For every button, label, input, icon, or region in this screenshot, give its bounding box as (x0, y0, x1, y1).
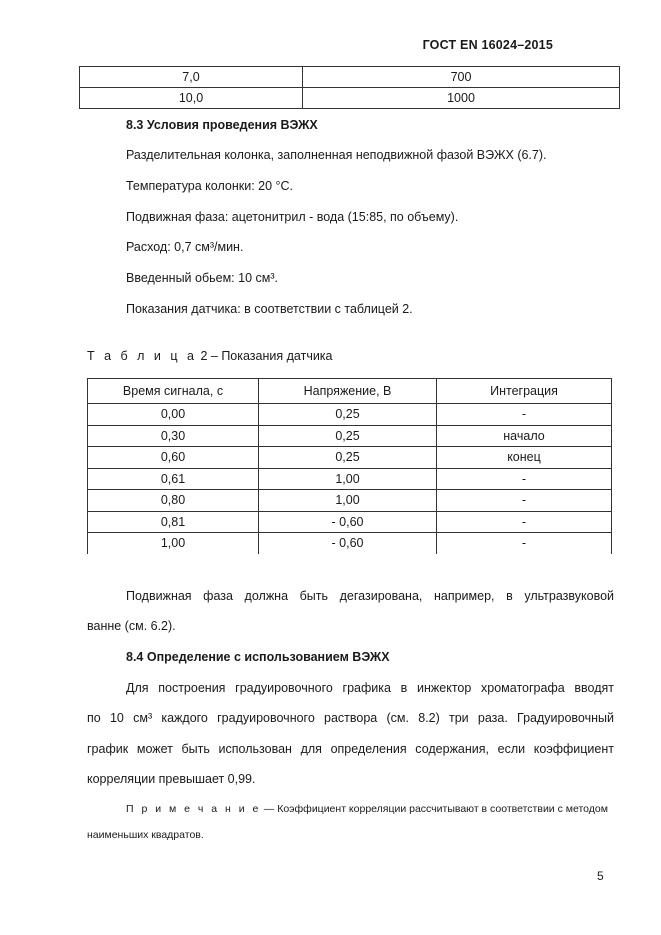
table-row (88, 468, 612, 490)
table-cell: - (437, 490, 612, 512)
table-cell: 0,25 (259, 404, 437, 426)
table-cell: 0,60 (88, 447, 259, 469)
table-row (88, 490, 612, 512)
table-cell: - 0,60 (259, 533, 437, 554)
note-label: П р и м е ч а н и е (126, 803, 261, 815)
caption-text: 2 – Показания датчика (200, 349, 333, 363)
table-cell: - (437, 511, 612, 533)
paragraph-line: корреляции превышает 0,99. (87, 772, 256, 786)
paragraph-line: Для построения градуировочного графика в инжектор хроматографа вводят (126, 681, 614, 695)
table-row (88, 533, 612, 554)
paragraph-line: ванне (см. 6.2). (87, 619, 176, 633)
table-cell: 0,81 (88, 511, 259, 533)
paragraph-line: Введенный обьем: 10 см³. (126, 271, 278, 285)
table-cell: 1,00 (259, 490, 437, 512)
paragraph-line: график может быть использован для определения содержания, если коэффициент (87, 742, 614, 756)
table-cell: конец (437, 447, 612, 469)
column-header-integration: Интеграция (437, 379, 612, 404)
table-row (88, 425, 612, 447)
paragraph-line: Температура колонки: 20 °С. (126, 179, 294, 193)
table-row (88, 447, 612, 469)
table-row (80, 88, 620, 109)
page-number: 5 (597, 869, 604, 883)
table-caption (87, 349, 333, 363)
table-cell: - (437, 533, 612, 554)
note-continuation: наименьших квадратов. (87, 829, 204, 841)
paragraph-line: Подвижная фаза: ацетонитрил - вода (15:85, по объему). (126, 210, 459, 224)
table-cell: - (437, 404, 612, 426)
table-cell: 700 (303, 67, 620, 88)
paragraph-line: Подвижная фаза должна быть дегазирована, например, в ультразвуковой (126, 589, 614, 603)
note (126, 803, 608, 815)
table-cell: 7,0 (80, 67, 303, 88)
table-row (88, 511, 612, 533)
table-cell: 0,61 (88, 468, 259, 490)
table-cell: 10,0 (80, 88, 303, 109)
table-cell: - (437, 468, 612, 490)
table-header-row (88, 379, 612, 404)
note-text: — Коэффициент корреляции рассчитывают в соответствии с методом (260, 803, 608, 815)
table-row (88, 404, 612, 426)
table-cell: 0,80 (88, 490, 259, 512)
table-cell: 0,25 (259, 447, 437, 469)
document-code: ГОСТ EN 16024–2015 (422, 38, 553, 52)
table-cell: 1000 (303, 88, 620, 109)
table-cell: начало (437, 425, 612, 447)
table-cell: 0,00 (88, 404, 259, 426)
section-heading-8-3: 8.3 Условия проведения ВЭЖХ (126, 118, 318, 132)
column-header-time: Время сигнала, с (88, 379, 259, 404)
table-cell: 1,00 (88, 533, 259, 554)
table-cell: 0,30 (88, 425, 259, 447)
continued-table (79, 66, 620, 109)
table-row (80, 67, 620, 88)
sensor-readings-table (87, 378, 612, 554)
paragraph-line: Показания датчика: в соответствии с таблицей 2. (126, 302, 413, 316)
table-cell: 0,25 (259, 425, 437, 447)
table-cell: - 0,60 (259, 511, 437, 533)
table-cell: 1,00 (259, 468, 437, 490)
paragraph-line: Расход: 0,7 см³/мин. (126, 240, 244, 254)
paragraph-line: по 10 см³ каждого градуировочного раствора (см. 8.2) три раза. Градуировочный (87, 711, 614, 725)
caption-label: Т а б л и ц а (87, 349, 197, 363)
paragraph-line: Разделительная колонка, заполненная неподвижной фазой ВЭЖХ (6.7). (126, 148, 547, 162)
section-heading-8-4: 8.4 Определение с использованием ВЭЖХ (126, 650, 390, 664)
column-header-voltage: Напряжение, В (259, 379, 437, 404)
